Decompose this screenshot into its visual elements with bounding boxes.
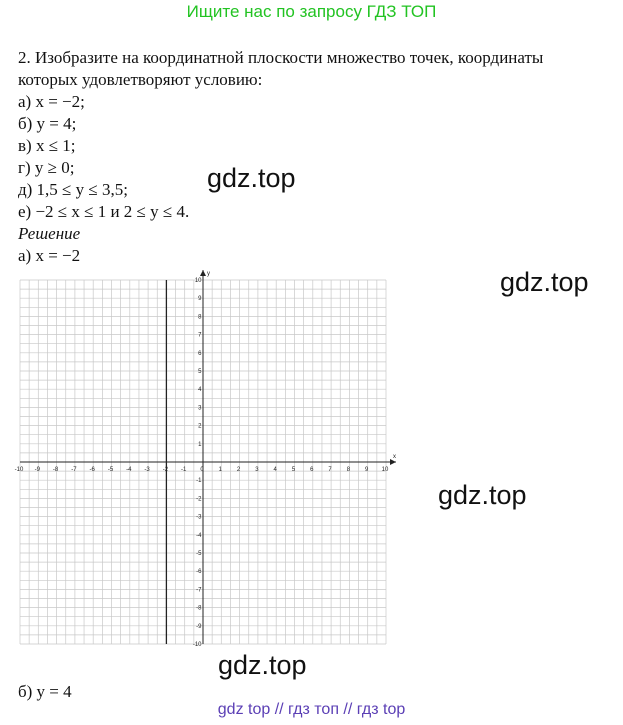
- y-tick-label: 4: [198, 387, 202, 394]
- x-tick-label: -3: [144, 467, 150, 473]
- part-a-label: а) x = −2: [18, 246, 81, 265]
- x-tick-label: -8: [52, 467, 59, 473]
- x-tick-label: -5: [107, 467, 114, 473]
- y-tick-label: -3: [196, 514, 202, 521]
- x-tick-label: 3: [255, 467, 259, 473]
- condition-c: в) x ≤ 1;: [18, 136, 76, 155]
- y-tick-label: -2: [196, 496, 202, 503]
- coordinate-plane-svg: [14, 268, 408, 653]
- y-tick-label: -7: [196, 587, 202, 594]
- y-tick-label: 9: [198, 296, 202, 303]
- y-axis-label: y: [207, 271, 210, 277]
- y-tick-label: -6: [196, 569, 202, 576]
- y-tick-label: -10: [192, 642, 202, 648]
- y-tick-label: 5: [198, 369, 202, 375]
- condition-d: г) y ≥ 0;: [18, 158, 75, 177]
- y-tick-label: 10: [194, 278, 202, 284]
- x-tick-label: 0: [200, 467, 204, 473]
- y-tick-label: 6: [198, 350, 202, 357]
- x-axis-label: x: [393, 454, 396, 460]
- y-tick-label: 8: [198, 314, 202, 321]
- x-tick-label: 2: [236, 467, 241, 473]
- x-tick-label: -9: [34, 467, 40, 473]
- problem-line-2: которых удовлетворяют условию:: [18, 70, 263, 89]
- y-tick-label: 7: [198, 332, 202, 339]
- y-tick-label: -5: [196, 551, 202, 557]
- x-tick-label: -2: [162, 467, 169, 473]
- y-tick-label: -9: [196, 623, 202, 630]
- x-tick-label: 6: [310, 467, 314, 473]
- footer-links: gdz top // гдз топ // гдз top: [217, 701, 406, 718]
- y-axis-arrow: [200, 270, 206, 276]
- problem-text: [18, 47, 618, 267]
- x-tick-label: -6: [89, 467, 95, 473]
- condition-e: д) 1,5 ≤ y ≤ 3,5;: [18, 180, 128, 199]
- x-tick-label: 1: [218, 467, 222, 473]
- watermark: gdz.top: [438, 480, 527, 510]
- y-tick-label: 2: [198, 423, 202, 430]
- y-tick-label: -4: [196, 532, 202, 539]
- watermark: gdz.top: [218, 650, 307, 680]
- coordinate-plane: [14, 268, 408, 653]
- x-tick-label: 9: [365, 467, 369, 473]
- y-tick-label: 3: [198, 405, 202, 412]
- condition-f: е) −2 ≤ x ≤ 1 и 2 ≤ y ≤ 4.: [18, 202, 190, 221]
- x-tick-label: 4: [273, 467, 277, 473]
- x-tick-label: -10: [14, 467, 24, 473]
- watermark: gdz.top: [500, 267, 589, 297]
- x-tick-label: -1: [181, 467, 187, 473]
- x-tick-label: -7: [71, 467, 77, 473]
- x-tick-label: 8: [346, 467, 351, 473]
- condition-b: б) y = 4;: [18, 114, 77, 133]
- x-tick-label: 5: [291, 467, 296, 473]
- y-tick-label: 1: [198, 441, 202, 448]
- x-tick-label: -4: [126, 467, 132, 473]
- solution-label: Решение: [18, 224, 81, 243]
- watermark: gdz.top: [207, 163, 296, 193]
- x-tick-label: 7: [328, 467, 332, 473]
- x-tick-label: 10: [381, 467, 389, 473]
- y-tick-label: -8: [196, 605, 202, 612]
- condition-a: а) x = −2;: [18, 92, 85, 111]
- part-b-label: б) y = 4: [18, 682, 72, 701]
- problem-line-1: 2. Изобразите на координатной плоскости множество точек, координаты: [18, 48, 544, 67]
- top-banner: Ищите нас по запросу ГДЗ ТОП: [186, 2, 437, 21]
- y-tick-label: -1: [196, 478, 202, 485]
